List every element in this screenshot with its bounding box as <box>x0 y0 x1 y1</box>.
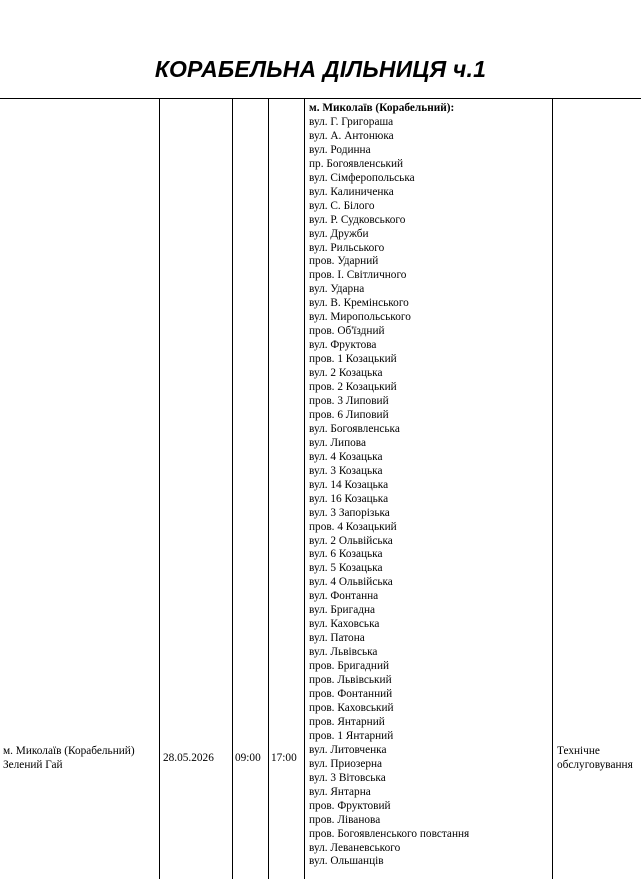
street-item: пров. Богоявленського повстання <box>309 827 470 840</box>
street-item: пров. Львівський <box>309 674 392 687</box>
street-item: пров. Фруктовий <box>309 799 391 812</box>
street-item: пров. Каховський <box>309 701 394 714</box>
street-item: вул. 16 Козацька <box>309 492 389 505</box>
street-item: пров. Янтарний <box>309 715 385 728</box>
time-to-cell <box>269 99 305 879</box>
street-item: вул. Янтарна <box>309 785 371 798</box>
street-item: вул. Липова <box>309 436 366 449</box>
outage-table <box>0 98 641 879</box>
street-item: вул. С. Білого <box>309 199 375 212</box>
settlement-cell <box>0 99 160 879</box>
street-item: вул. Ударна <box>309 283 365 296</box>
street-item: вул. Родинна <box>309 143 371 156</box>
street-item: пров. І. Світличного <box>309 269 407 282</box>
street-item: пров. 3 Липовий <box>309 395 389 407</box>
street-item: вул. 4 Козацька <box>309 450 383 463</box>
street-item: вул. 14 Козацька <box>309 478 389 491</box>
date-text: 28.05.2026 <box>163 752 214 764</box>
street-item: вул. Патона <box>309 632 365 645</box>
streets-list <box>309 116 469 869</box>
street-item: вул. Рильського <box>309 241 385 254</box>
street-item: вул. Каховська <box>309 618 380 631</box>
street-item: вул. Фонтанна <box>309 590 379 603</box>
street-item: вул. Ольшанців <box>309 855 384 868</box>
streets-header: м. Миколаїв (Корабельний): <box>309 102 455 114</box>
street-item: вул. Леваневського <box>309 841 401 854</box>
street-item: вул. Приозерна <box>309 757 383 770</box>
street-item: вул. 2 Козацька <box>309 367 383 380</box>
streets-cell <box>305 99 553 879</box>
street-item: вул. 3 Вітовська <box>309 771 386 784</box>
date-cell <box>160 99 233 879</box>
street-item: пр. Богоявленський <box>309 157 404 170</box>
street-item: пров. 2 Козацький <box>309 381 397 394</box>
page-title: КОРАБЕЛЬНА ДІЛЬНИЦЯ ч.1 <box>154 56 487 82</box>
street-item: вул. Р. Судковського <box>309 213 406 226</box>
street-item: вул. А. Антонюка <box>309 129 394 142</box>
street-item: вул. Сімферопольська <box>309 171 415 184</box>
street-item: вул. Фруктова <box>309 339 377 352</box>
reason-cell <box>553 99 641 879</box>
street-item: пров. 1 Козацький <box>309 353 397 366</box>
street-item: пров. 4 Козацький <box>309 520 397 533</box>
street-item: вул. Калиниченка <box>309 185 394 198</box>
street-item: пров. 1 Янтарний <box>309 729 394 742</box>
street-item: вул. 3 Козацька <box>309 464 383 477</box>
time-to-text: 17:00 <box>271 752 297 764</box>
street-item: пров. 6 Липовий <box>309 408 389 421</box>
reason-text: Технічне обслуговування <box>557 745 633 771</box>
street-item: вул. 2 Ольвійська <box>309 534 393 547</box>
settlement-text: м. Миколаїв (Корабельний) Зелений Гай <box>3 745 135 771</box>
street-item: вул. Дружби <box>309 227 369 240</box>
time-from-text: 09:00 <box>235 752 261 764</box>
street-item: вул. Г. Григораша <box>309 115 394 128</box>
time-from-cell <box>233 99 269 879</box>
street-item: вул. 4 Ольвійська <box>309 576 393 589</box>
street-item: вул. 5 Козацька <box>309 562 383 575</box>
street-item: вул. Бригадна <box>309 604 376 617</box>
street-item: пров. Об'їздний <box>309 325 385 338</box>
street-item: пров. Ударний <box>309 255 379 268</box>
street-item: вул. 6 Козацька <box>309 548 383 561</box>
street-item: вул. Львівська <box>309 646 378 659</box>
street-item: вул. В. Кремінського <box>309 297 409 310</box>
street-item: вул. 3 Запорізька <box>309 506 390 519</box>
street-item: пров. Ліванова <box>309 813 381 826</box>
street-item: пров. Фонтанний <box>309 688 393 701</box>
street-item: пров. Бригадний <box>309 660 390 673</box>
street-item: вул. Литовченка <box>309 743 387 756</box>
street-item: вул. Миропольського <box>309 311 411 324</box>
street-item: вул. Богоявленська <box>309 422 400 435</box>
